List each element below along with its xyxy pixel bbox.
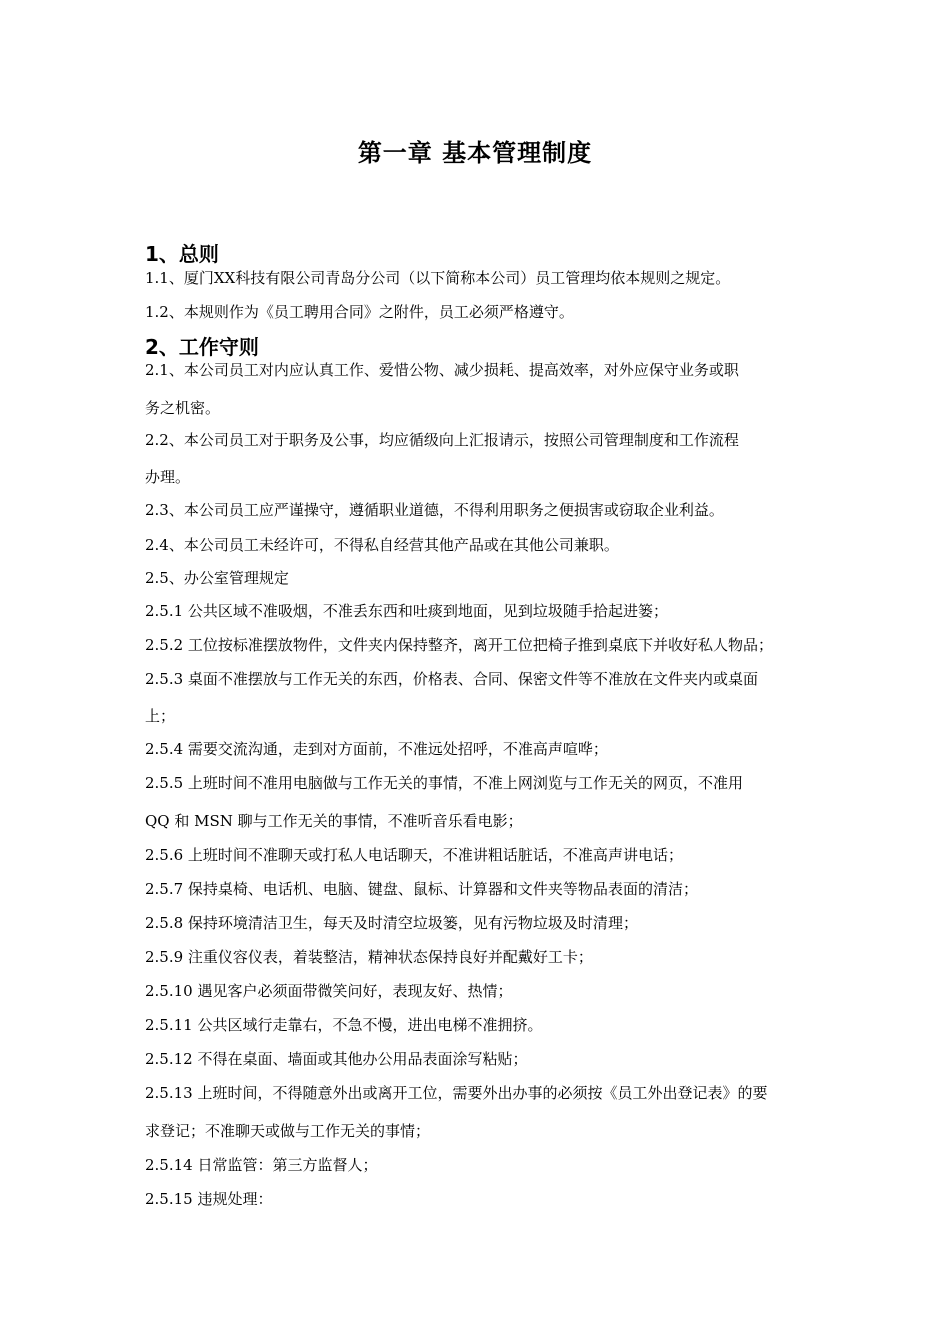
paragraph: 2.5.5 上班时间不准用电脑做与工作无关的事情，不准上网浏览与工作无关的网页，不准用 — [145, 774, 743, 792]
paragraph-continuation: QQ 和 MSN 聊与工作无关的事情，不准听音乐看电影； — [145, 812, 523, 830]
paragraph: 2.5.11 公共区域行走靠右，不急不慢，进出电梯不准拥挤。 — [145, 1016, 543, 1034]
paragraph: 1.1、厦门XX科技有限公司青岛分公司（以下简称本公司）员工管理均依本规则之规定。 — [145, 269, 731, 287]
paragraph: 2.2、本公司员工对于职务及公事，均应循级向上汇报请示，按照公司管理制度和工作流程 — [145, 431, 739, 449]
paragraph: 2.5.2 工位按标准摆放物件，文件夹内保持整齐，离开工位把椅子推到桌底下并收好私人物品； — [145, 636, 773, 654]
page-title: 第一章 基本管理制度 — [357, 139, 593, 167]
paragraph: 2.5.1 公共区域不准吸烟，不准丢东西和吐痰到地面，见到垃圾随手拾起进篓； — [145, 602, 668, 620]
paragraph: 2.5.15 违规处理： — [145, 1190, 273, 1208]
paragraph-continuation: 求登记；不准聊天或做与工作无关的事情； — [145, 1122, 431, 1140]
section-heading-work-rules: 2、工作守则 — [145, 335, 259, 359]
paragraph: 2.5.6 上班时间不准聊天或打私人电话聊天，不准讲粗话脏话，不准高声讲电话； — [145, 846, 683, 864]
paragraph: 2.5.9 注重仪容仪表，着装整洁，精神状态保持良好并配戴好工卡； — [145, 948, 593, 966]
paragraph: 2.5.10 遇见客户必须面带微笑问好，表现友好、热情； — [145, 982, 513, 1000]
paragraph: 2.1、本公司员工对内应认真工作、爱惜公物、减少损耗、提高效率，对外应保守业务或职 — [145, 361, 739, 379]
paragraph: 2.5.14 日常监管：第三方监督人； — [145, 1156, 378, 1174]
paragraph: 2.3、本公司员工应严谨操守，遵循职业道德，不得利用职务之便损害或窃取企业利益。 — [145, 501, 724, 519]
section-heading-general: 1、总则 — [145, 242, 219, 266]
paragraph: 2.5.7 保持桌椅、电话机、电脑、键盘、鼠标、计算器和文件夹等物品表面的清洁； — [145, 880, 698, 898]
paragraph-continuation: 上； — [145, 707, 176, 725]
paragraph: 2.5.4 需要交流沟通，走到对方面前，不准远处招呼，不准高声喧哗； — [145, 740, 608, 758]
paragraph: 2.5.12 不得在桌面、墙面或其他办公用品表面涂写粘贴； — [145, 1050, 528, 1068]
paragraph: 2.5、办公室管理规定 — [145, 569, 289, 587]
paragraph-continuation: 办理。 — [145, 468, 191, 486]
paragraph: 2.4、本公司员工未经许可，不得私自经营其他产品或在其他公司兼职。 — [145, 536, 619, 554]
paragraph: 2.5.8 保持环境清洁卫生，每天及时清空垃圾篓，见有污物垃圾及时清理； — [145, 914, 638, 932]
paragraph: 2.5.13 上班时间，不得随意外出或离开工位，需要外出办事的必须按《员工外出登记表》的要 — [145, 1084, 768, 1102]
paragraph: 2.5.3 桌面不准摆放与工作无关的东西，价格表、合同、保密文件等不准放在文件夹内或桌面 — [145, 670, 758, 688]
paragraph-continuation: 务之机密。 — [145, 399, 221, 417]
paragraph: 1.2、本规则作为《员工聘用合同》之附件，员工必须严格遵守。 — [145, 303, 574, 321]
